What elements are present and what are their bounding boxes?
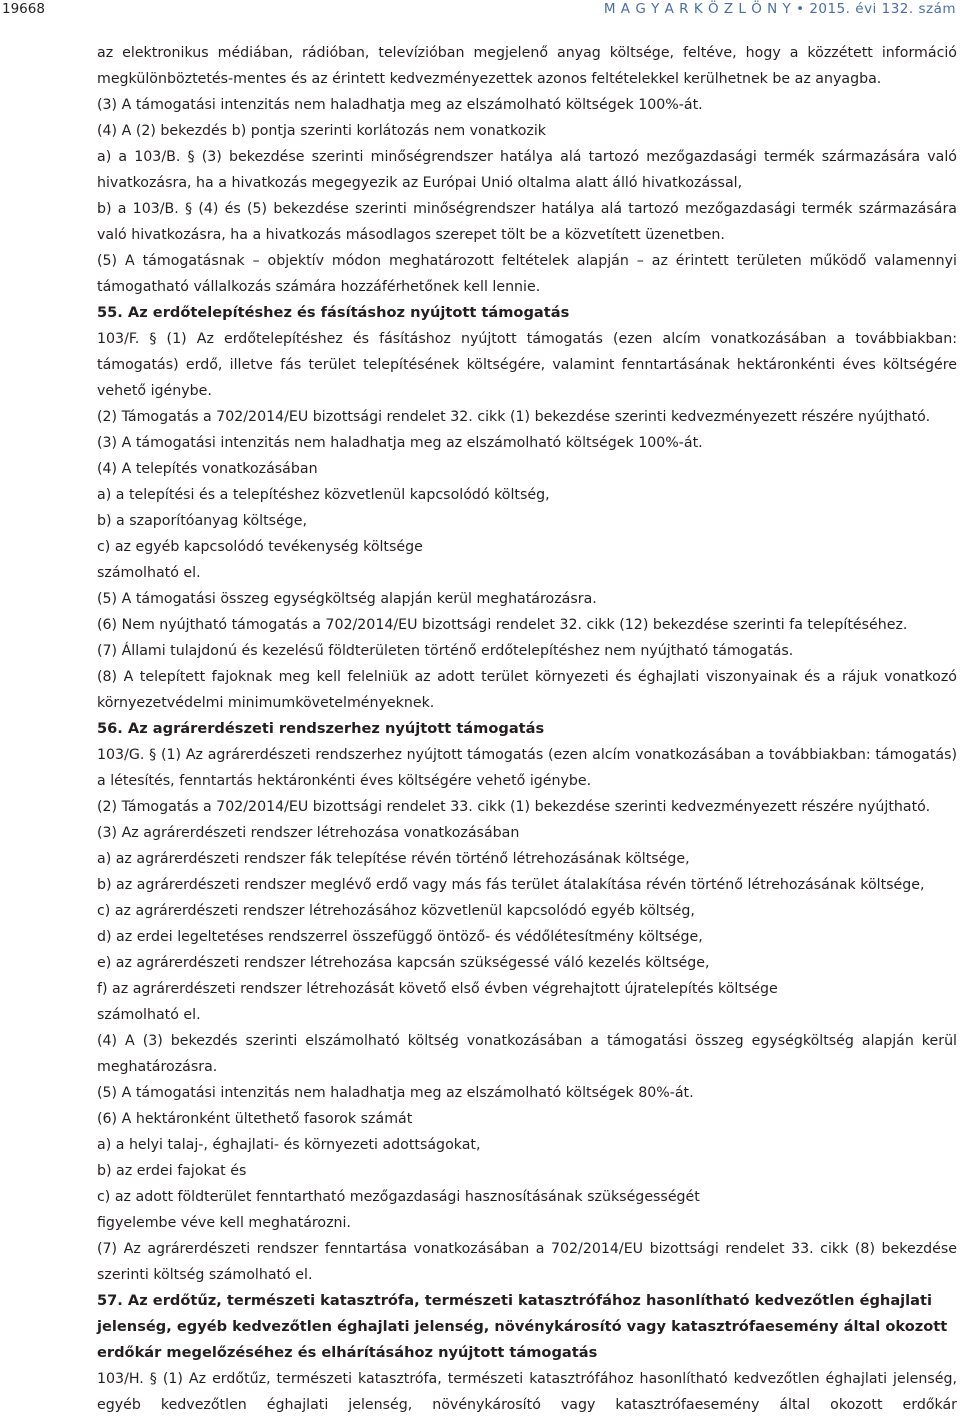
paragraph: c) az agrárerdészeti rendszer létrehozásához közvetlenül kapcsolódó egyéb költség,: [97, 903, 695, 919]
paragraph: a) a 103/B. § (3) bekezdése szerinti minőségrendszer hatálya alá tartozó mezőgazdasági termék származására való hivatkozásra, ha a hivatkozás megegyezik az Európai Unió oltalma alatt álló hivatkozással,: [97, 149, 957, 191]
paragraph: 103/F. § (1) Az erdőtelepítéshez és fásításhoz nyújtott támogatás (ezen alcím vonatkozásában a továbbiakban: támogatás) erdő, illetve fás terület telepítésének költségére, valamint fenntartásának hektáronkénti éves költségére vehető igénybe.: [97, 331, 957, 399]
paragraph: (7) Állami tulajdonú és kezelésű földterületen történő erdőtelepítéshez nem nyújtható támogatás.: [97, 643, 794, 659]
paragraph: (5) A támogatási intenzitás nem haladhatja meg az elszámolható költségek 80%-át.: [97, 1085, 694, 1101]
paragraph: (4) A (3) bekezdés szerinti elszámolható költség vonatkozásában a támogatási összeg egységköltség alapján kerül meghatározásra.: [97, 1033, 957, 1075]
paragraph: b) az agrárerdészeti rendszer meglévő erdő vagy más fás terület átalakítása révén történő létrehozásának költsége,: [97, 877, 925, 893]
page-number: 19668: [2, 1, 45, 17]
paragraph: b) a szaporítóanyag költsége,: [97, 513, 308, 529]
paragraph: (5) A támogatásnak – objektív módon meghatározott feltételek alapján – az érintett területen működő valamennyi támogatható vállalkozás számára hozzáférhetőnek kell lennie.: [97, 253, 957, 295]
paragraph: e) az agrárerdészeti rendszer létrehozása kapcsán szükségessé váló kezelés költsége,: [97, 955, 710, 971]
paragraph: (6) Nem nyújtható támogatás a 702/2014/EU bizottsági rendelet 32. cikk (12) bekezdése szerinti fa telepítéséhez.: [97, 617, 908, 633]
paragraph: (7) Az agrárerdészeti rendszer fenntartása vonatkozásában a 702/2014/EU bizottsági rendelet 33. cikk (8) bekezdése szerinti költség számolható el.: [97, 1241, 957, 1283]
paragraph: (6) A hektáronként ültethető fasorok számát: [97, 1111, 413, 1127]
document-body: [97, 40, 957, 1418]
paragraph: számolható el.: [97, 1007, 201, 1023]
paragraph: az elektronikus médiában, rádióban, televízióban megjelenő anyag költsége, feltéve, hogy a közzétett információ megkülönböztetés-mentes és az érintett kedvezményezettek azonos feltételekkel kerülhetnek be az anyagba.: [97, 45, 957, 87]
paragraph: (2) Támogatás a 702/2014/EU bizottsági rendelet 32. cikk (1) bekezdése szerinti kedvezményezett részére nyújtható.: [97, 409, 931, 425]
paragraph: c) az egyéb kapcsolódó tevékenység költsége: [97, 539, 423, 555]
running-head: M A G Y A R K Ö Z L Ö N Y • 2015. évi 132. szám: [603, 1, 956, 17]
paragraph: számolható el.: [97, 565, 201, 581]
paragraph: d) az erdei legeltetéses rendszerrel összefüggő öntöző- és védőlétesítmény költsége,: [97, 929, 703, 945]
paragraph: (3) Az agrárerdészeti rendszer létrehozása vonatkozásában: [97, 825, 520, 841]
page-header: [0, 0, 960, 22]
paragraph: b) az erdei fajokat és: [97, 1163, 247, 1179]
paragraph: (4) A telepítés vonatkozásában: [97, 461, 318, 477]
paragraph: a) a telepítési és a telepítéshez közvetlenül kapcsolódó költség,: [97, 487, 550, 503]
paragraph: 103/H. § (1) Az erdőtűz, természeti katasztrófa, természeti katasztrófához hasonlítható kedvezőtlen éghajlati jelenség, egyéb kedvezőtlen éghajlati jelenség, növénykárosító vagy katasztrófaesemény által okozott erdőkár: [97, 1371, 957, 1413]
paragraph: a) a helyi talaj-, éghajlati- és környezeti adottságokat,: [97, 1137, 481, 1153]
paragraph: a) az agrárerdészeti rendszer fák telepítése révén történő létrehozásának költsége,: [97, 851, 690, 867]
paragraph: (3) A támogatási intenzitás nem haladhatja meg az elszámolható költségek 100%-át.: [97, 97, 703, 113]
paragraph: (8) A telepített fajoknak meg kell felelniük az adott terület környezeti és éghajlati viszonyainak és a rájuk vonatkozó környezetvédelmi minimumkövetelményeknek.: [97, 669, 957, 711]
section-heading: 56. Az agrárerdészeti rendszerhez nyújtott támogatás: [97, 720, 545, 737]
paragraph: c) az adott földterület fenntartható mezőgazdasági hasznosításának szükségességét: [97, 1189, 700, 1205]
paragraph: (2) Támogatás a 702/2014/EU bizottsági rendelet 33. cikk (1) bekezdése szerinti kedvezményezett részére nyújtható.: [97, 799, 931, 815]
paragraph: (4) A (2) bekezdés b) pontja szerinti korlátozás nem vonatkozik: [97, 123, 546, 139]
section-heading: 57. Az erdőtűz, természeti katasztrófa, természeti katasztrófához hasonlítható kedvezőtlen éghajlati jelenség, egyéb kedvezőtlen éghajlati jelenség, növénykárosító vagy katasztrófaesemény által okozott erdőkár megelőzéséhez és elhárításához nyújtott támogatás: [97, 1292, 948, 1361]
paragraph: b) a 103/B. § (4) és (5) bekezdése szerinti minőségrendszer hatálya alá tartozó mezőgazdasági termék származására való hivatkozásra, ha a hivatkozás másodlagos szerepet tölt be a közvetített üzenetben.: [97, 201, 957, 243]
paragraph: figyelembe véve kell meghatározni.: [97, 1215, 351, 1231]
paragraph: 103/G. § (1) Az agrárerdészeti rendszerhez nyújtott támogatás (ezen alcím vonatkozásában a továbbiakban: támogatás) a létesítés, fenntartás hektáronkénti éves költségére vehető igénybe.: [97, 747, 957, 789]
paragraph: (3) A támogatási intenzitás nem haladhatja meg az elszámolható költségek 100%-át.: [97, 435, 703, 451]
section-heading: 55. Az erdőtelepítéshez és fásításhoz nyújtott támogatás: [97, 304, 570, 321]
paragraph: f) az agrárerdészeti rendszer létrehozását követő első évben végrehajtott újratelepítés költsége: [97, 981, 778, 997]
paragraph: (5) A támogatási összeg egységköltség alapján kerül meghatározásra.: [97, 591, 597, 607]
